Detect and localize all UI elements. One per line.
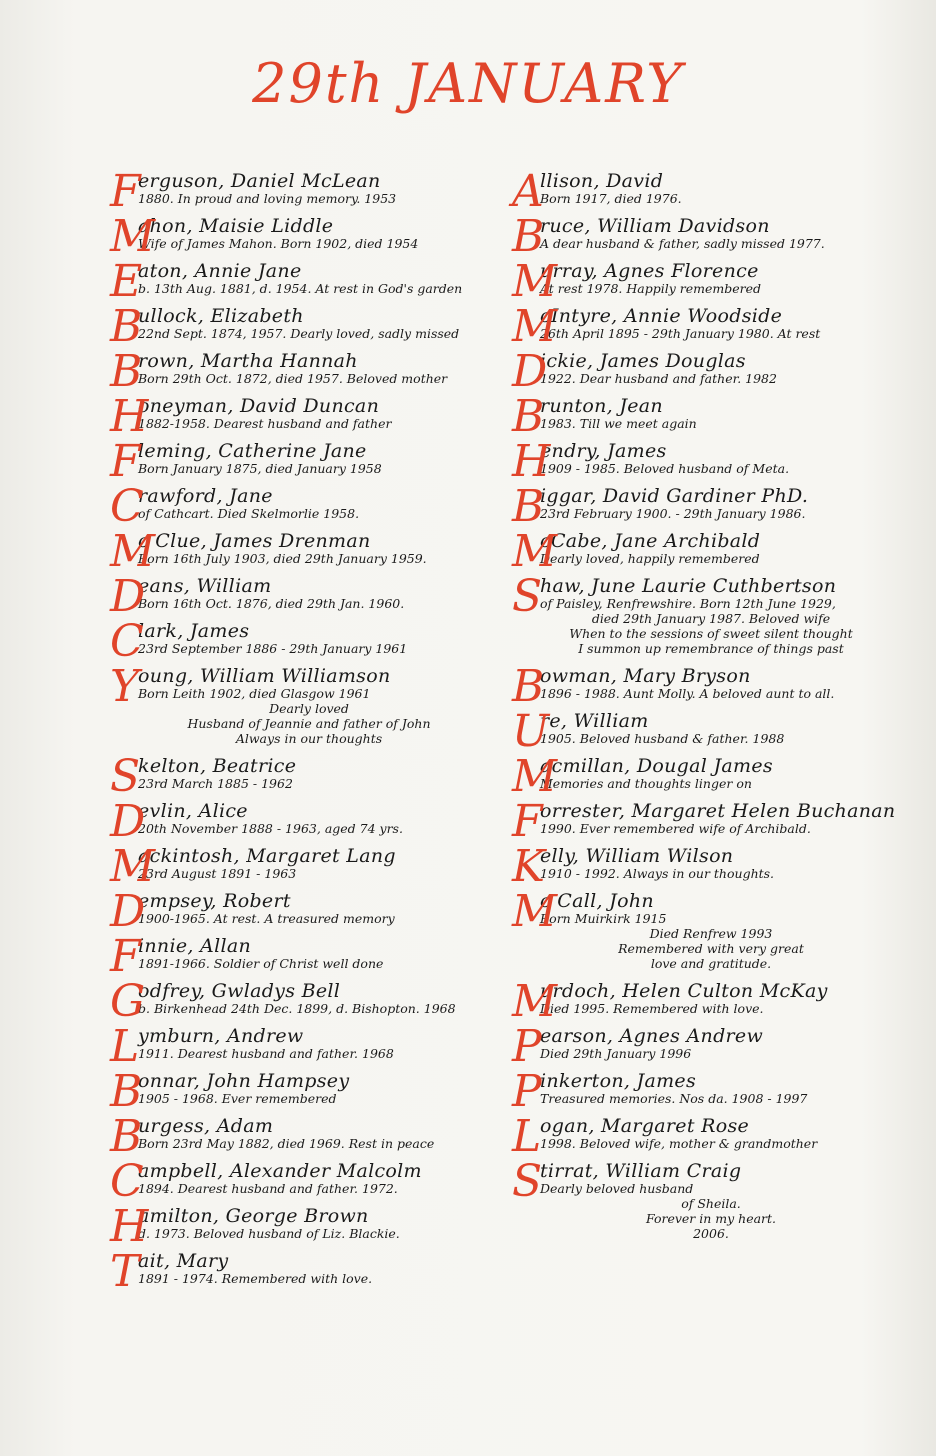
entry-name: iggar, David Gardiner PhD. <box>540 485 809 507</box>
entry-text-line: 1894. Dearest husband and father. 1972. <box>138 1181 398 1196</box>
entry-initial: C <box>110 616 144 667</box>
entry-initial: M <box>512 886 558 937</box>
entry-name: oneyman, David Duncan <box>138 395 380 417</box>
memorial-entry <box>512 391 882 442</box>
memorial-entry <box>512 751 882 802</box>
entry-name: rawford, Jane <box>138 485 273 507</box>
entry-initial: M <box>512 751 558 802</box>
memorial-entry <box>512 1021 882 1072</box>
entry-name: ymburn, Andrew <box>138 1025 304 1047</box>
entry-initial: M <box>512 976 558 1027</box>
entry-name: amilton, George Brown <box>138 1205 369 1227</box>
entry-text-line: Dearly beloved husband <box>540 1181 694 1196</box>
right-column <box>512 166 896 1252</box>
memorial-entry <box>110 1246 480 1297</box>
entry-initial: E <box>110 256 143 307</box>
memorial-entry <box>110 796 480 847</box>
entry-name: ait, Mary <box>138 1250 229 1272</box>
memorial-entry <box>512 481 882 532</box>
entry-initial: B <box>110 301 143 352</box>
entry-text-line: 2006. <box>693 1226 729 1241</box>
entry-name: ickie, James Douglas <box>540 350 746 372</box>
memorial-entry <box>110 526 480 577</box>
memorial-entry <box>110 211 480 262</box>
entry-name: urdoch, Helen Culton McKay <box>540 980 828 1002</box>
entry-initial: M <box>110 526 156 577</box>
memorial-entry <box>110 301 480 352</box>
entry-text-line: 1896 - 1988. Aunt Molly. A beloved aunt to all. <box>540 686 835 701</box>
memorial-entry <box>110 1066 480 1117</box>
entry-initial: A <box>512 166 544 217</box>
memorial-entry <box>110 616 480 667</box>
entry-text-line: When to the sessions of sweet silent thought <box>569 626 853 641</box>
entry-text-line: Died Renfrew 1993 <box>649 926 773 941</box>
entry-name: odfrey, Gwladys Bell <box>138 980 341 1002</box>
entry-name: earson, Agnes Andrew <box>540 1025 764 1047</box>
entry-initial: D <box>110 571 146 622</box>
memorial-entry <box>512 301 882 352</box>
entry-initial: D <box>512 346 548 397</box>
entry-name: ahon, Maisie Liddle <box>138 215 334 237</box>
entry-initial: P <box>512 1021 542 1072</box>
entry-name: c Clue, James Drenman <box>138 530 371 552</box>
entry-initial: L <box>110 1021 140 1072</box>
entry-initial: B <box>110 346 143 397</box>
entry-name: owman, Mary Bryson <box>540 665 751 687</box>
entry-name: acmillan, Dougal James <box>540 755 773 777</box>
entry-text-line: of Paisley, Renfrewshire. Born 12th June 1929, <box>540 596 836 611</box>
left-column <box>110 166 480 1297</box>
entry-initial: F <box>110 931 141 982</box>
entry-name: evlin, Alice <box>138 800 248 822</box>
entry-name: leming, Catherine Jane <box>138 440 367 462</box>
entry-text-line: Wife of James Mahon. Born 1902, died 1954 <box>138 236 419 251</box>
entry-initial: H <box>512 436 551 487</box>
entry-name: ackintosh, Margaret Lang <box>138 845 396 867</box>
entry-text-line: 1909 - 1985. Beloved husband of Meta. <box>540 461 790 476</box>
entry-initial: S <box>512 571 543 622</box>
entry-text-line: 1891 - 1974. Remembered with love. <box>138 1271 373 1286</box>
entry-name: urgess, Adam <box>138 1115 274 1137</box>
entry-name: onnar, John Hampsey <box>138 1070 350 1092</box>
entry-text-line: 1900-1965. At rest. A treasured memory <box>138 911 395 926</box>
entry-name: urray, Agnes Florence <box>540 260 759 282</box>
memorial-entry <box>512 166 882 217</box>
entry-name: ullock, Elizabeth <box>138 305 304 327</box>
entry-name: ampbell, Alexander Malcolm <box>138 1160 422 1182</box>
page-title: 29th JANUARY <box>252 52 684 115</box>
entry-text-line: Born January 1875, died January 1958 <box>138 461 382 476</box>
entry-initial: P <box>512 1066 542 1117</box>
entry-name: re, William <box>540 710 649 732</box>
entry-text-line: Dearly loved <box>269 701 349 716</box>
memorial-entry <box>512 256 882 307</box>
memorial-entry <box>512 796 896 847</box>
memorial-entry <box>110 931 480 982</box>
memorial-entry <box>110 661 480 746</box>
entry-text-line: Died 29th January 1996 <box>540 1046 692 1061</box>
memorial-entry <box>110 1111 480 1162</box>
entry-initial: H <box>110 391 149 442</box>
entry-initial: D <box>110 796 146 847</box>
entry-name: endry, James <box>540 440 667 462</box>
entry-name: orrester, Margaret Helen Buchanan <box>540 800 896 822</box>
entry-initial: C <box>110 1156 144 1207</box>
entry-initial: S <box>512 1156 543 1207</box>
entry-text-line: 23rd August 1891 - 1963 <box>138 866 297 881</box>
entry-name: aton, Annie Jane <box>138 260 302 282</box>
memorial-entry <box>110 976 480 1027</box>
entry-text-line: Born Leith 1902, died Glasgow 1961 <box>138 686 371 701</box>
entry-text-line: 1911. Dearest husband and father. 1968 <box>138 1046 394 1061</box>
entry-name: oung, William Williamson <box>138 665 391 687</box>
entry-text-line: A dear husband & father, sadly missed 1977. <box>540 236 825 251</box>
entry-initial: F <box>110 436 141 487</box>
entry-name: cCabe, Jane Archibald <box>540 530 761 552</box>
memorial-entry <box>110 841 480 892</box>
entry-name: lark, James <box>138 620 250 642</box>
entry-name: kelton, Beatrice <box>138 755 297 777</box>
memorial-entry <box>512 886 882 971</box>
entry-text-line: 1905 - 1968. Ever remembered <box>138 1091 337 1106</box>
entry-text-line: Memories and thoughts linger on <box>540 776 752 791</box>
memorial-entry <box>110 166 480 217</box>
entry-name: erguson, Daniel McLean <box>138 170 381 192</box>
memorial-entry <box>512 661 882 712</box>
memorial-entry <box>512 436 882 487</box>
entry-name: runton, Jean <box>540 395 663 417</box>
entry-initial: B <box>110 1066 143 1117</box>
memorial-entry <box>110 1201 480 1252</box>
entry-initial: C <box>110 481 144 532</box>
memorial-entry <box>110 886 480 937</box>
entry-text-line: Remembered with very great <box>618 941 804 956</box>
entry-name: innie, Allan <box>138 935 251 957</box>
entry-initial: H <box>110 1201 149 1252</box>
entry-name: cIntyre, Annie Woodside <box>540 305 783 327</box>
entry-text-line: died 29th January 1987. Beloved wife <box>591 611 831 626</box>
entry-name: tirrat, William Craig <box>540 1160 742 1182</box>
entry-text-line: 1905. Beloved husband & father. 1988 <box>540 731 785 746</box>
entry-initial: F <box>512 796 543 847</box>
entry-initial: U <box>512 706 550 757</box>
entry-name: haw, June Laurie Cuthbertson <box>540 575 837 597</box>
entry-text-line: Born 23rd May 1882, died 1969. Rest in peace <box>138 1136 435 1151</box>
entry-name: ogan, Margaret Rose <box>540 1115 750 1137</box>
entry-text-line: love and gratitude. <box>650 956 772 971</box>
entry-initial: G <box>110 976 146 1027</box>
entry-text-line: Born 16th Oct. 1876, died 29th Jan. 1960. <box>138 596 405 611</box>
entry-initial: F <box>110 166 141 217</box>
memorial-entry <box>512 571 882 656</box>
entry-text-line: 23rd March 1885 - 1962 <box>138 776 293 791</box>
memorial-entry <box>110 391 480 442</box>
entry-text-line: Born 16th July 1903, died 29th January 1959. <box>138 551 427 566</box>
entry-text-line: of Sheila. <box>681 1196 741 1211</box>
entry-text-line: Born 1917, died 1976. <box>540 191 682 206</box>
entry-text-line: Treasured memories. Nos da. 1908 - 1997 <box>540 1091 808 1106</box>
entry-initial: M <box>512 301 558 352</box>
memorial-entry <box>512 526 882 577</box>
entry-name: llison, David <box>540 170 664 192</box>
entry-initial: K <box>512 841 545 892</box>
entry-initial: S <box>110 751 141 802</box>
memorial-entry <box>110 256 480 307</box>
entry-name: c Call, John <box>540 890 654 912</box>
entry-text-line: 22nd Sept. 1874, 1957. Dearly loved, sadly missed <box>138 326 460 341</box>
memorial-entry <box>110 481 480 532</box>
entry-text-line: of Cathcart. Died Skelmorlie 1958. <box>138 506 360 521</box>
entry-initial: L <box>512 1111 542 1162</box>
memorial-entry <box>110 751 480 802</box>
memorial-entry <box>512 1156 882 1241</box>
memorial-entry <box>110 436 480 487</box>
memorial-entry <box>110 346 480 397</box>
entry-text-line: b. 13th Aug. 1881, d. 1954. At rest in God's garden <box>138 281 463 296</box>
entry-text-line: 1880. In proud and loving memory. 1953 <box>138 191 397 206</box>
entry-text-line: Always in our thoughts <box>235 731 383 746</box>
memorial-entry <box>512 1066 882 1117</box>
entry-initial: M <box>110 841 156 892</box>
entry-initial: M <box>512 256 558 307</box>
entry-text-line: 26th April 1895 - 29th January 1980. At rest <box>540 326 821 341</box>
entry-initial: Y <box>110 661 140 712</box>
entry-text-line: 1998. Beloved wife, mother & grandmother <box>540 1136 818 1151</box>
entry-text-line: Died 1995. Remembered with love. <box>540 1001 764 1016</box>
memorial-entry <box>512 211 882 262</box>
entry-text-line: Forever in my heart. <box>645 1211 777 1226</box>
entry-text-line: Born 29th Oct. 1872, died 1957. Beloved mother <box>138 371 448 386</box>
entry-name: ruce, William Davidson <box>540 215 770 237</box>
entry-initial: B <box>512 661 545 712</box>
entry-text-line: 23rd September 1886 - 29th January 1961 <box>138 641 408 656</box>
entry-text-line: I summon up remembrance of things past <box>578 641 844 656</box>
memorial-entry <box>512 346 882 397</box>
entry-text-line: At rest 1978. Happily remembered <box>540 281 761 296</box>
entry-text-line: 20th November 1888 - 1963, aged 74 yrs. <box>138 821 403 836</box>
entry-name: rown, Martha Hannah <box>138 350 358 372</box>
entry-text-line: 1891-1966. Soldier of Christ well done <box>138 956 384 971</box>
memorial-entry <box>512 1111 882 1162</box>
entry-text-line: 1983. Till we meet again <box>540 416 697 431</box>
entry-initial: B <box>512 481 545 532</box>
memorial-entry <box>110 571 480 622</box>
entry-name: inkerton, James <box>540 1070 696 1092</box>
entry-name: elly, William Wilson <box>540 845 734 867</box>
memorial-entry <box>512 841 882 892</box>
entry-text-line: 1882-1958. Dearest husband and father <box>138 416 392 431</box>
entry-initial: B <box>110 1111 143 1162</box>
entry-text-line: Born Muirkirk 1915 <box>540 911 667 926</box>
entry-initial: M <box>512 526 558 577</box>
entry-name: empsey, Robert <box>138 890 291 912</box>
entry-text-line: 1910 - 1992. Always in our thoughts. <box>540 866 775 881</box>
entry-text-line: 1990. Ever remembered wife of Archibald. <box>540 821 811 836</box>
entry-name: eans, William <box>138 575 272 597</box>
memorial-entry <box>512 706 882 757</box>
entry-text-line: 23rd February 1900. - 29th January 1986. <box>540 506 806 521</box>
entry-initial: D <box>110 886 146 937</box>
memorial-entry <box>110 1156 480 1207</box>
entry-initial: B <box>512 391 545 442</box>
entry-initial: B <box>512 211 545 262</box>
entry-initial: T <box>110 1246 140 1297</box>
entry-text-line: b. Birkenhead 24th Dec. 1899, d. Bishopton. 1968 <box>138 1001 456 1016</box>
memorial-entry <box>512 976 882 1027</box>
entry-text-line: 1922. Dear husband and father. 1982 <box>540 371 777 386</box>
entry-initial: M <box>110 211 156 262</box>
entry-text-line: d. 1973. Beloved husband of Liz. Blackie. <box>138 1226 400 1241</box>
memorial-entry <box>110 1021 480 1072</box>
entry-text-line: Husband of Jeannie and father of John <box>187 716 431 731</box>
entry-text-line: Dearly loved, happily remembered <box>540 551 760 566</box>
